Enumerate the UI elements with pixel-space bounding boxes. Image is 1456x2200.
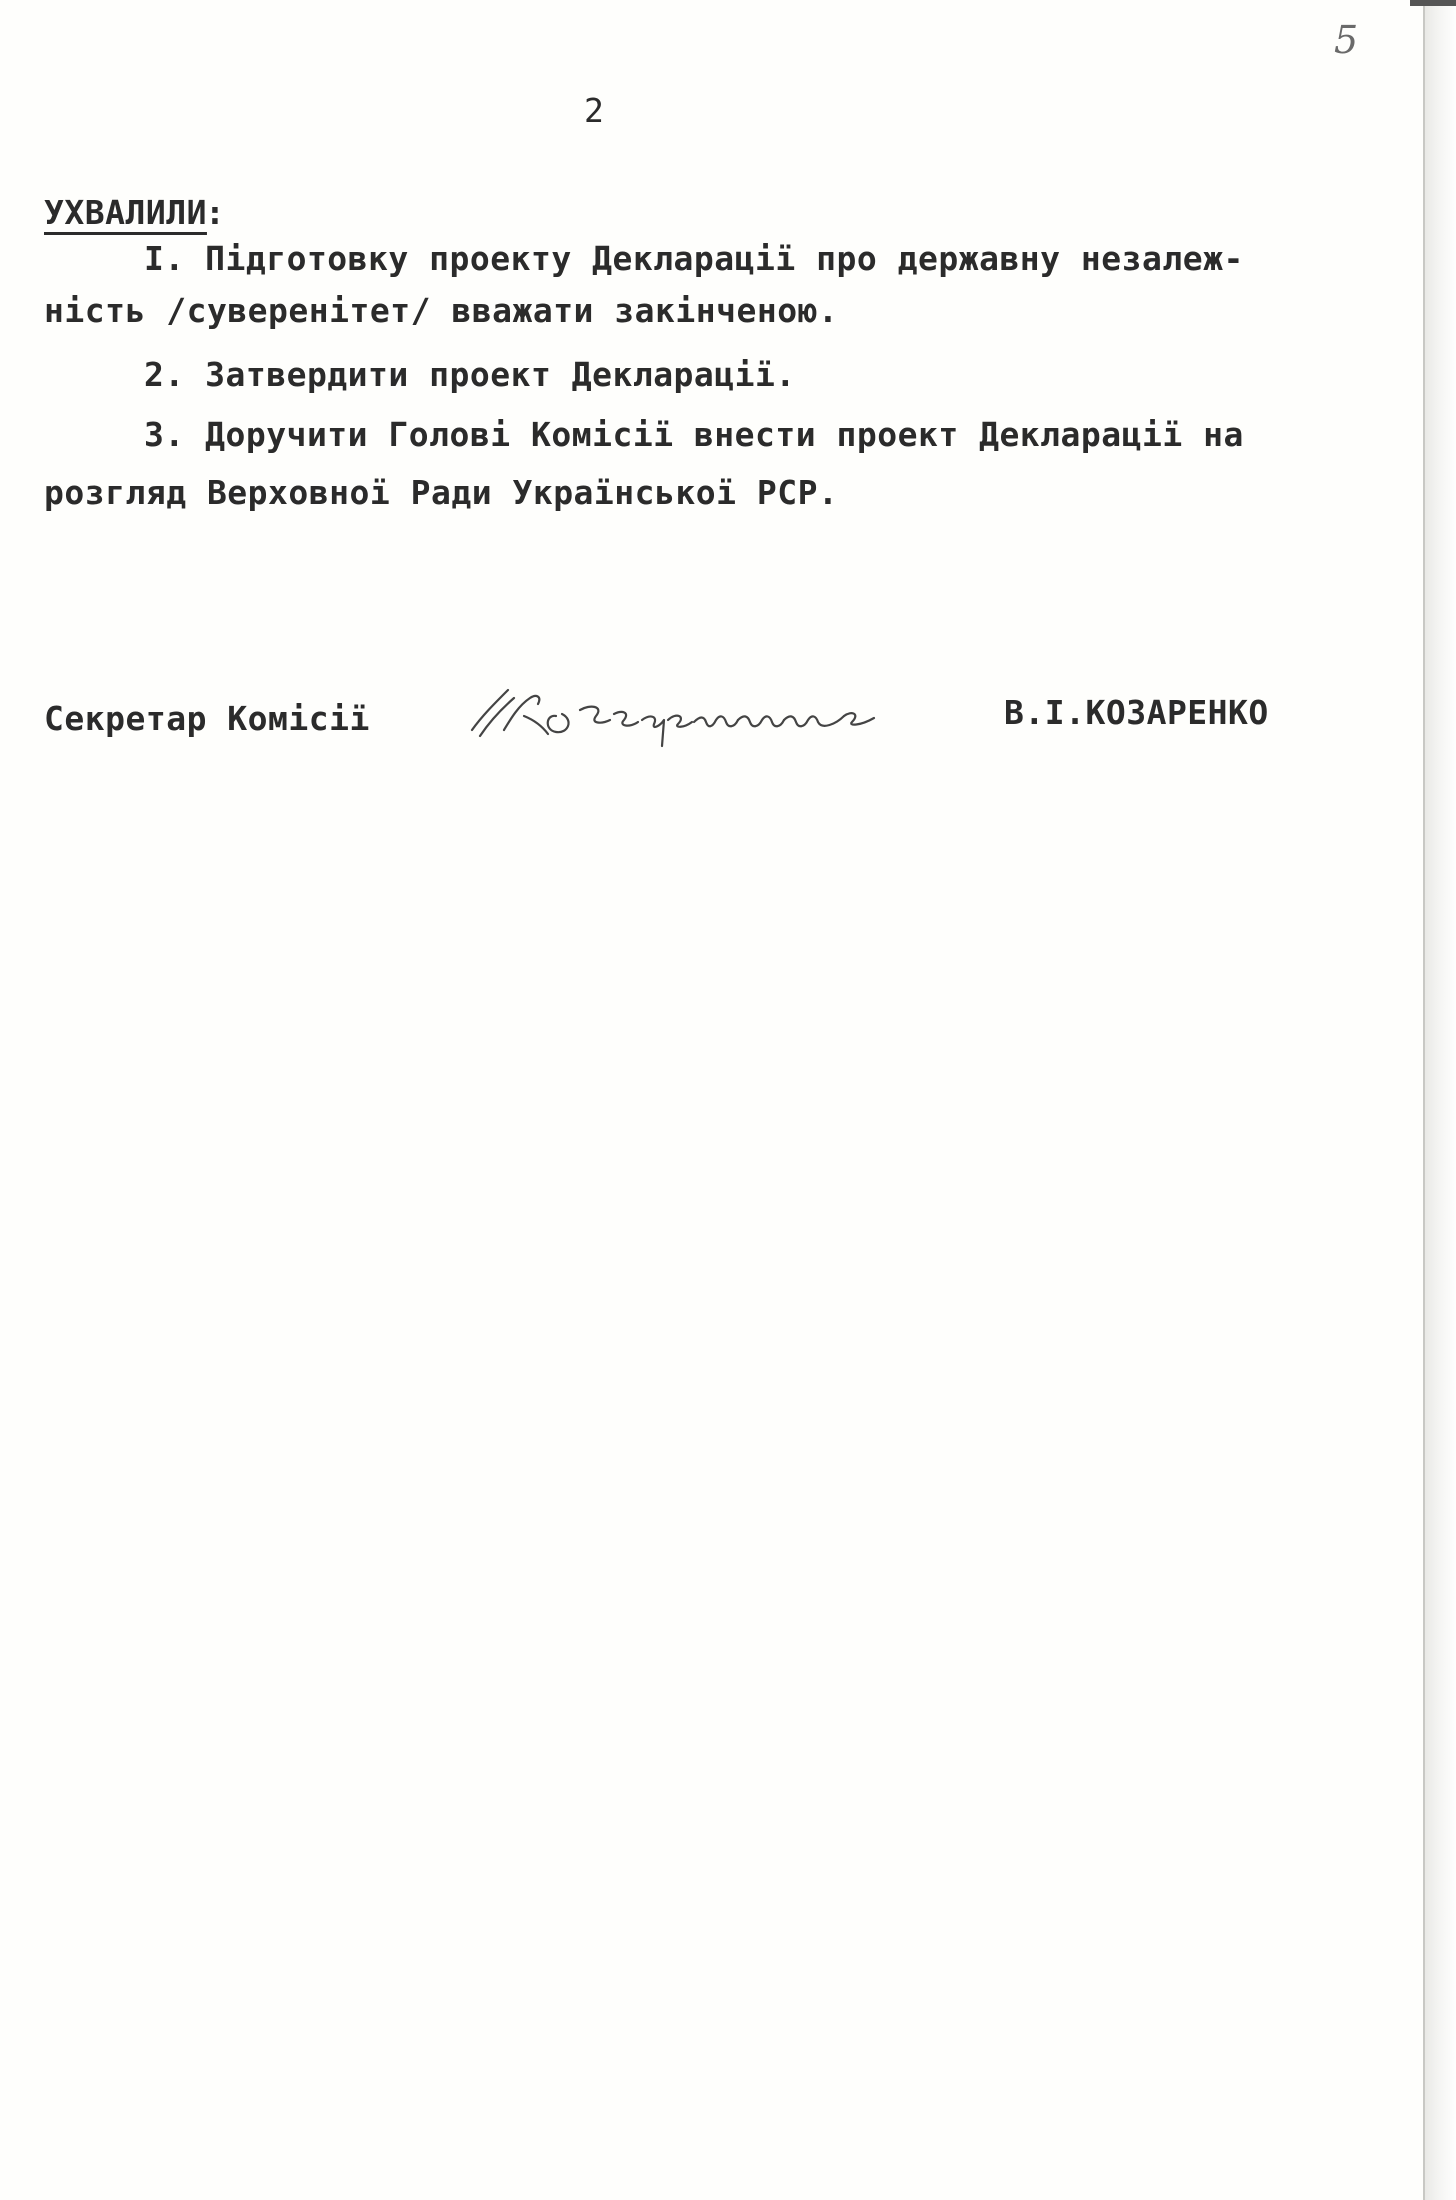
resolution-item-1-line-1: I. Підготовку проекту Декларації про державну незалеж- [144, 239, 1244, 278]
resolution-heading-colon: : [205, 193, 226, 232]
resolution-item-1-line-2: ність /суверенітет/ вважати закінченою. [44, 291, 839, 330]
resolution-item-3-line-2: розгляд Верховної Ради Української РСР. [44, 473, 839, 512]
scan-corner-mark [1410, 0, 1456, 6]
signatory-name: В.І.КОЗАРЕНКО [1004, 693, 1269, 732]
handwritten-signature [464, 676, 914, 756]
resolution-item-2: 2. Затвердити проект Декларації. [144, 355, 796, 394]
page-number: 2 [584, 91, 605, 130]
scan-edge [1423, 0, 1456, 2200]
resolution-heading: УХВАЛИЛИ [44, 193, 207, 232]
archive-page-mark: 5 [1334, 18, 1359, 62]
resolution-item-3-line-1: 3. Доручити Голові Комісії внести проект Декларації на [144, 415, 1244, 454]
signatory-role: Секретар Комісії [44, 699, 370, 738]
